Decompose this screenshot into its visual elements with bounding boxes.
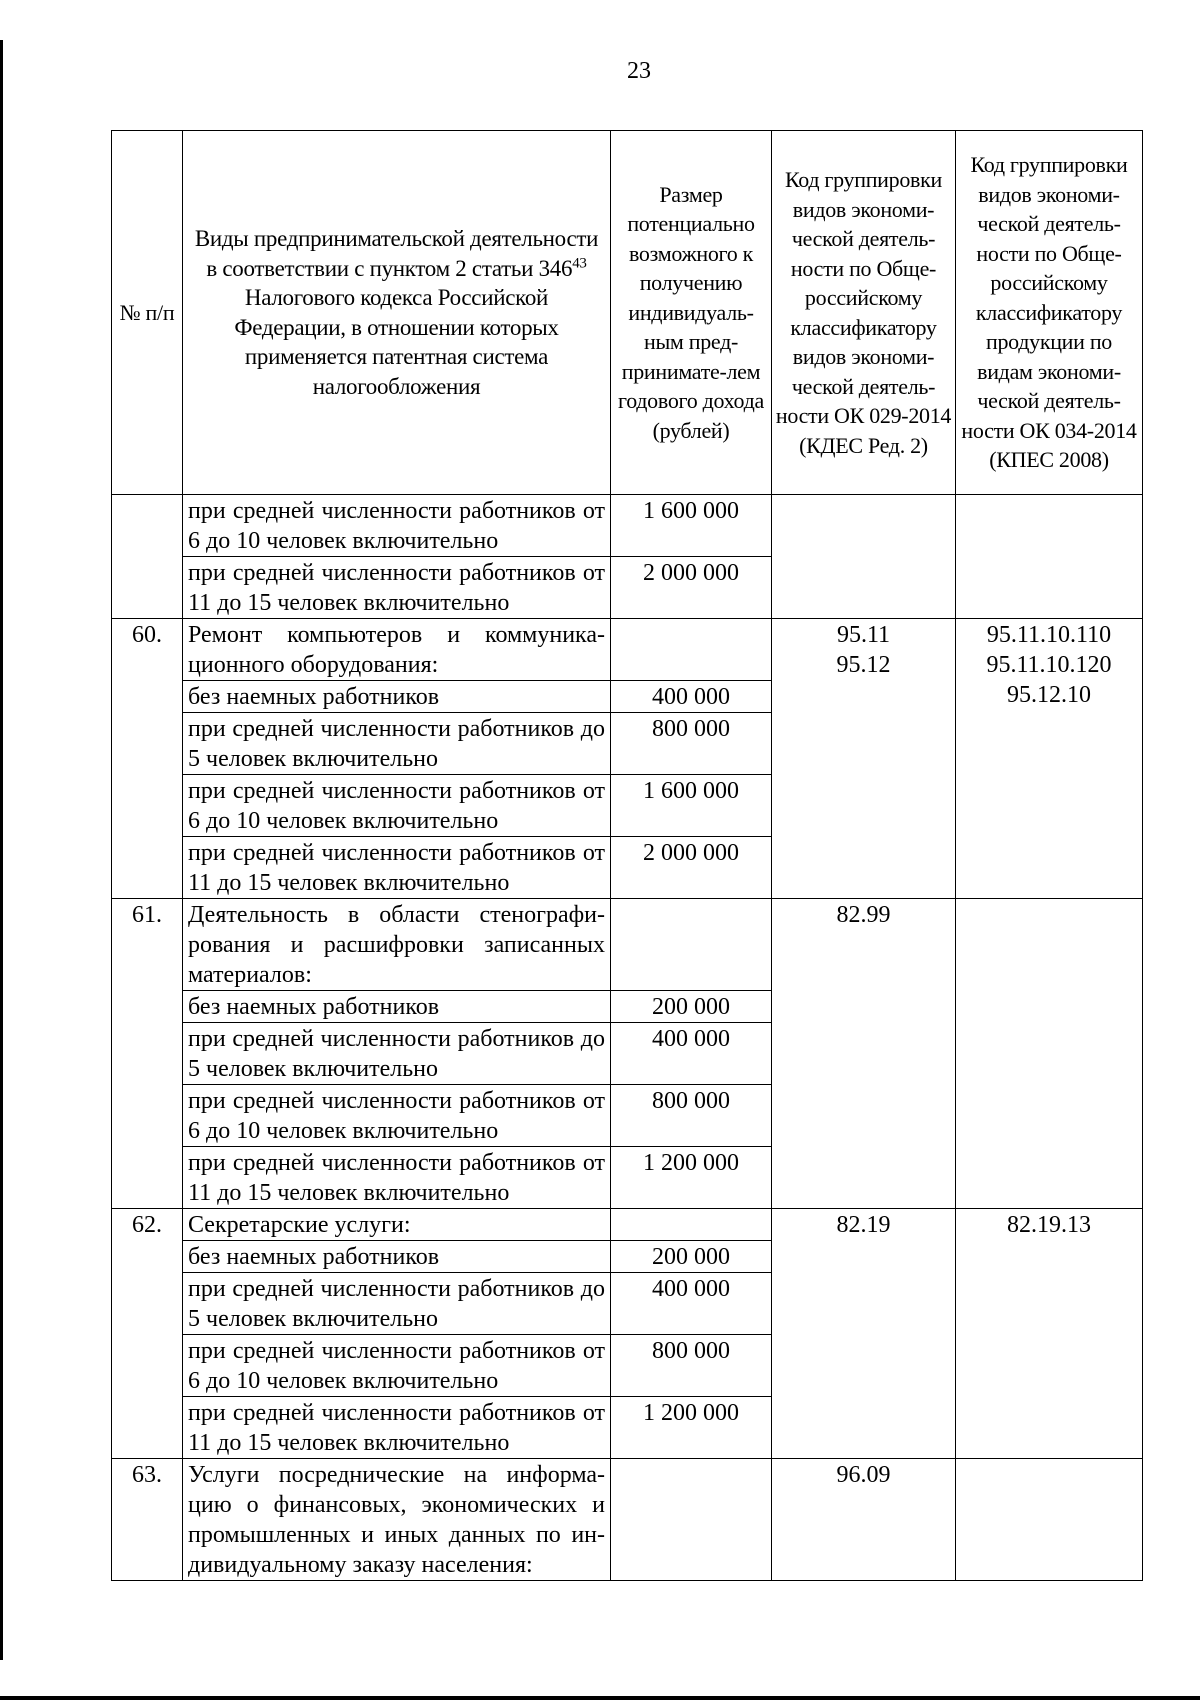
- header-num: № п/п: [112, 131, 183, 495]
- group-number: 61.: [112, 899, 183, 1209]
- group-number: 62.: [112, 1209, 183, 1459]
- group-okved-code: [772, 619, 956, 899]
- row-description: при средней численности работников до 5 человек включительно: [183, 1023, 611, 1085]
- tax-patent-table: [111, 130, 1143, 1581]
- group-number: 60.: [112, 619, 183, 899]
- group-number: 63.: [112, 1459, 183, 1581]
- group-okved-code: [772, 1209, 956, 1459]
- group-okpd-code: [956, 1209, 1143, 1459]
- row-income-amount: 1 200 000: [611, 1147, 772, 1209]
- group-okved-code-line: 95.12: [836, 652, 891, 678]
- row-description: при средней численности работников от 6 до 10 человек включительно: [183, 775, 611, 837]
- group-title: Деятельность в области стенографи-рования и расшифровки записанных материалов:: [183, 899, 611, 991]
- row-income-amount: 800 000: [611, 713, 772, 775]
- header-activity-text: Виды предпринимательской деятельности в соответствии с пунктом 2 статьи 346: [194, 226, 599, 281]
- header-activity-type: [183, 131, 611, 495]
- row-income-amount: 200 000: [611, 1241, 772, 1273]
- header-activity-text-tail: Налогового кодекса Российской Федерации, в отношении которых применяется патентная система налогообложения: [234, 285, 559, 399]
- group-title-row: [112, 619, 1143, 681]
- scan-edge-bottom: [0, 1696, 1200, 1700]
- group-income-empty: [611, 899, 772, 991]
- row-income-amount: 1 600 000: [611, 775, 772, 837]
- row-income-amount: 800 000: [611, 1085, 772, 1147]
- group-okved-code: [772, 1459, 956, 1581]
- row-okved-empty: [772, 495, 956, 619]
- row-description: при средней численности работников от 11 до 15 человек включительно: [183, 1147, 611, 1209]
- row-income-amount: 400 000: [611, 1023, 772, 1085]
- group-okved-code-line: 82.99: [836, 902, 891, 928]
- group-income-empty: [611, 1209, 772, 1241]
- table-header: [112, 131, 1143, 495]
- row-income-amount: 400 000: [611, 1273, 772, 1335]
- group-okpd-code-line: 95.11.10.110: [986, 622, 1112, 648]
- group-okved-code-line: 96.09: [836, 1462, 891, 1488]
- row-description: без наемных работников: [183, 681, 611, 713]
- row-description: при средней численности работников от 6 до 10 человек включительно: [183, 1335, 611, 1397]
- row-income-amount: 1 200 000: [611, 1397, 772, 1459]
- row-description: без наемных работников: [183, 1241, 611, 1273]
- group-okpd-code: [956, 899, 1143, 1209]
- row-income-amount: 800 000: [611, 1335, 772, 1397]
- group-title-row: [112, 1459, 1143, 1581]
- row-description: при средней численности работников до 5 человек включительно: [183, 1273, 611, 1335]
- header-activity-sup: 43: [572, 254, 587, 271]
- group-okved-code-line: 82.19: [836, 1212, 891, 1238]
- group-title: Услуги посреднические на информа-цию о финансовых, экономических и промышленных и иных данных по ин-дивидуальному заказу населения:: [183, 1459, 611, 1581]
- row-description: при средней численности работников до 5 человек включительно: [183, 713, 611, 775]
- row-description: без наемных работников: [183, 991, 611, 1023]
- group-okved-code: [772, 899, 956, 1209]
- row-description: при средней численности работников от 6 до 10 человек включительно: [183, 1085, 611, 1147]
- page-number: 23: [627, 58, 651, 84]
- row-okpd-empty: [956, 495, 1143, 619]
- row-income-amount: 400 000: [611, 681, 772, 713]
- row-income-amount: 1 600 000: [611, 495, 772, 557]
- row-income-amount: 2 000 000: [611, 837, 772, 899]
- group-title-row: [112, 1209, 1143, 1241]
- group-okpd-code-line: 82.19.13: [1007, 1212, 1091, 1238]
- group-okpd-code-line: 95.12.10: [1007, 682, 1091, 708]
- row-income-amount: 2 000 000: [611, 557, 772, 619]
- group-income-empty: [611, 1459, 772, 1581]
- row-description: при средней численности работников от 11 до 15 человек включительно: [183, 837, 611, 899]
- row-num-empty: [112, 495, 183, 619]
- row-income-amount: 200 000: [611, 991, 772, 1023]
- row-description: при средней численности работников от 11 до 15 человек включительно: [183, 557, 611, 619]
- header-okved-code: Код группировки видов экономи-ческой деятель-ности по Обще-российскому классификатору видов экономи-ческой деятель-ности ОК 029-2014 (КДЕС Ред. 2): [772, 131, 956, 495]
- group-okpd-code-line: 95.11.10.120: [986, 652, 1112, 678]
- group-okved-code-line: 95.11: [836, 622, 891, 648]
- group-title-row: [112, 899, 1143, 991]
- row-description: при средней численности работников от 6 до 10 человек включительно: [183, 495, 611, 557]
- header-okpd-code: Код группировки видов экономи-ческой деятель-ности по Обще-российскому классификатору продукции по видам экономи-ческой деятель-ности ОК 034-2014 (КПЕС 2008): [956, 131, 1143, 495]
- group-okpd-code: [956, 619, 1143, 899]
- row-description: при средней численности работников от 11 до 15 человек включительно: [183, 1397, 611, 1459]
- header-income-size: Размер потенциально возможного к получению индивидуаль-ным пред-принимате-лем годового дохода (рублей): [611, 131, 772, 495]
- scan-edge-left: [0, 40, 3, 1660]
- table-body: [112, 495, 1143, 1581]
- group-okpd-code: [956, 1459, 1143, 1581]
- group-title: Секретарские услуги:: [183, 1209, 611, 1241]
- table-row: [112, 495, 1143, 557]
- group-income-empty: [611, 619, 772, 681]
- group-title: Ремонт компьютеров и коммуника-ционного оборудования:: [183, 619, 611, 681]
